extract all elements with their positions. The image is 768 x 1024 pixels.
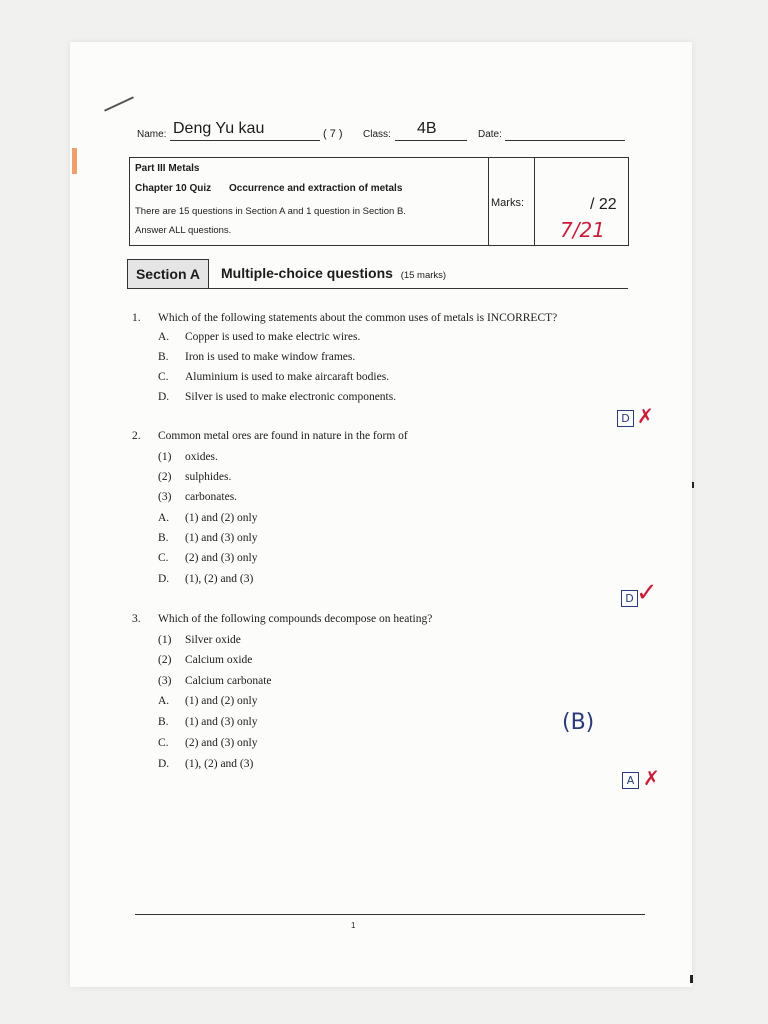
option-key: B.: [158, 716, 169, 728]
option-text: (1) and (2) only: [185, 512, 258, 524]
option-text: (1) and (3) only: [185, 532, 258, 544]
wrong-mark-q3: ✗: [643, 766, 660, 790]
name-line: [170, 140, 320, 141]
answer-box-q1: D: [617, 410, 634, 427]
item-3: [158, 675, 272, 687]
class-number: ( 7 ): [323, 128, 343, 140]
option-key: A.: [158, 695, 170, 707]
item-1: [158, 451, 218, 463]
question-number: 1.: [132, 312, 141, 324]
option-c: [158, 371, 389, 383]
class-label: Class:: [363, 129, 391, 140]
option-text: Silver is used to make electronic components.: [185, 391, 397, 403]
quiz-info-box: [129, 157, 629, 246]
answer-instruction: Answer ALL questions.: [135, 225, 232, 236]
option-key: D.: [158, 391, 170, 403]
section-label: Section A: [127, 259, 209, 289]
question-number: 2.: [132, 430, 141, 442]
option-key: C.: [158, 371, 169, 383]
item-text: Silver oxide: [185, 634, 241, 646]
option-text: (1) and (3) only: [185, 716, 258, 728]
option-key: B.: [158, 532, 169, 544]
option-c: [158, 737, 258, 749]
section-marks: (15 marks): [400, 270, 447, 281]
item-2: [158, 654, 252, 666]
option-b: [158, 716, 258, 728]
date-line: [505, 140, 625, 141]
binder-tab: [72, 148, 77, 174]
option-b: [158, 532, 258, 544]
option-text: (1) and (2) only: [185, 695, 258, 707]
option-c: [158, 552, 258, 564]
item-key: (1): [158, 634, 172, 646]
option-key: B.: [158, 351, 169, 363]
question-stem: Which of the following compounds decompose on heating?: [158, 613, 433, 625]
option-key: D.: [158, 573, 170, 585]
correction-q3: (B): [562, 710, 595, 735]
option-text: Copper is used to make electric wires.: [185, 331, 361, 343]
option-text: (2) and (3) only: [185, 737, 258, 749]
item-text: Calcium oxide: [185, 654, 253, 666]
item-text: carbonates.: [185, 491, 238, 503]
option-a: [158, 331, 360, 343]
option-text: Aluminium is used to make aircaraft bodies.: [185, 371, 390, 383]
item-key: (3): [158, 491, 172, 503]
option-a: [158, 512, 258, 524]
topic-title: Occurrence and extraction of metals: [229, 183, 403, 194]
scan-mark: [692, 482, 694, 488]
marks-label-cell: [488, 158, 535, 245]
name-value: Deng Yu kau: [173, 120, 265, 137]
option-text: (1), (2) and (3): [185, 758, 254, 770]
item-3: [158, 491, 237, 503]
question-count-note: There are 15 questions in Section A and 1 question in Section B.: [135, 206, 406, 217]
correct-mark-q2: ✓: [636, 578, 658, 608]
option-text: (1), (2) and (3): [185, 573, 254, 585]
option-d: [158, 758, 253, 770]
item-key: (1): [158, 451, 172, 463]
name-label: Name:: [137, 129, 167, 140]
scan-mark: [690, 975, 693, 983]
chapter-title: Chapter 10 Quiz: [135, 183, 212, 194]
item-2: [158, 471, 231, 483]
item-text: sulphides.: [185, 471, 232, 483]
item-key: (2): [158, 471, 172, 483]
option-d: [158, 391, 396, 403]
part-title: Part III Metals: [135, 163, 200, 174]
item-key: (3): [158, 675, 172, 687]
option-key: A.: [158, 331, 170, 343]
question-number: 3.: [132, 613, 141, 625]
question-stem: Which of the following statements about the common uses of metals is INCORRECT?: [158, 312, 558, 324]
class-line: [395, 140, 467, 141]
option-key: C.: [158, 737, 169, 749]
option-text: (2) and (3) only: [185, 552, 258, 564]
date-label: Date:: [478, 129, 502, 140]
answer-box-q2: D: [621, 590, 638, 607]
footer-rule: [135, 914, 645, 915]
option-b: [158, 351, 355, 363]
option-d: [158, 573, 253, 585]
quiz-info-text: [130, 158, 489, 245]
item-1: [158, 634, 241, 646]
option-key: C.: [158, 552, 169, 564]
question-stem: Common metal ores are found in nature in the form of: [158, 430, 408, 442]
item-text: Calcium carbonate: [185, 675, 272, 687]
option-key: A.: [158, 512, 170, 524]
marks-label: Marks:: [491, 197, 524, 209]
section-title-text: Multiple-choice questions: [221, 265, 393, 281]
section-title: [221, 265, 446, 281]
wrong-mark-q1: ✗: [637, 404, 654, 428]
class-value: 4B: [417, 120, 437, 137]
section-rule: [207, 288, 628, 289]
section-a-header: [127, 259, 628, 289]
answer-box-q3: A: [622, 772, 639, 789]
student-info-row: [137, 118, 627, 144]
score-written: 7/21: [560, 218, 605, 242]
option-a: [158, 695, 258, 707]
option-text: Iron is used to make window frames.: [185, 351, 356, 363]
item-text: oxides.: [185, 451, 218, 463]
item-key: (2): [158, 654, 172, 666]
option-key: D.: [158, 758, 170, 770]
page-number: 1: [351, 921, 356, 930]
marks-total: / 22: [590, 196, 617, 213]
